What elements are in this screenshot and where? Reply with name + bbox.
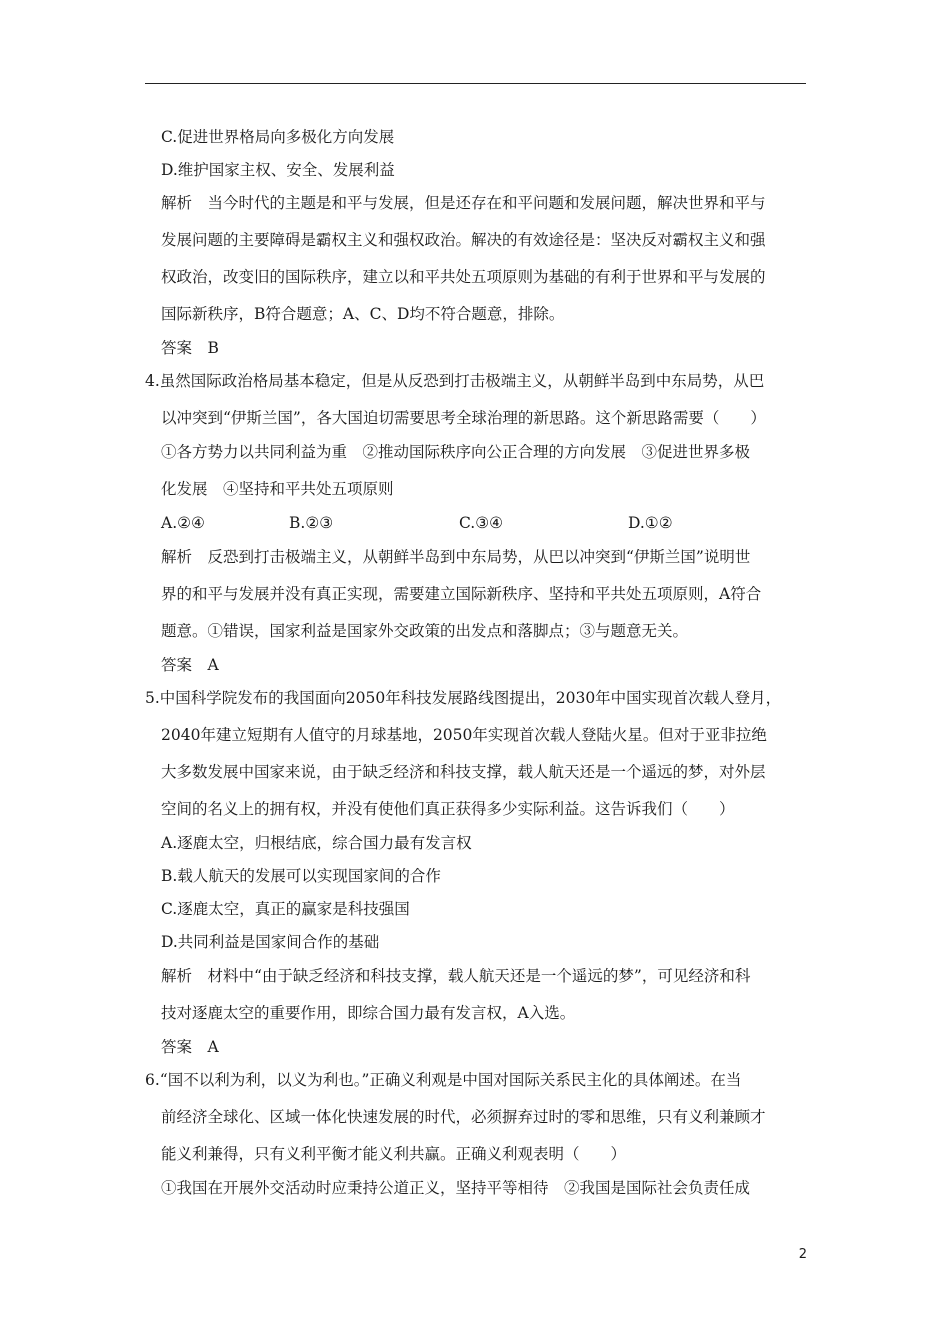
question-5: 大多数发展中国家来说，由于缺乏经济和科技支撑，载人航天还是一个遥远的梦，对外层	[161, 763, 766, 781]
analysis-text: 国际新秩序，B符合题意；A、C、D均不符合题意，排除。	[161, 305, 565, 323]
analysis-text: 权政治，改变旧的国际秩序，建立以和平共处五项原则为基础的有利于世界和平与发展的	[161, 268, 766, 286]
analysis-text: 解析 当今时代的主题是和平与发展，但是还存在和平问题和发展问题，解决世界和平与	[161, 194, 766, 212]
question-5: 2040年建立短期有人值守的月球基地，2050年实现首次载人登陆火星。但对于亚非拉绝	[161, 726, 767, 744]
question-5: 5.中国科学院发布的我国面向2050年科技发展路线图提出，2030年中国实现首次载人登月，	[145, 689, 782, 707]
option-d: D.共同利益是国家间合作的基础	[161, 933, 380, 951]
analysis-text: 解析 材料中“由于缺乏经济和科技支撑，载人航天还是一个遥远的梦”，可见经济和科	[161, 967, 751, 985]
answer: 答案 B	[161, 339, 219, 357]
option-c: C.促进世界格局向多极化方向发展	[161, 128, 395, 146]
question-4: 以冲突到“伊斯兰国”，各大国迫切需要思考全球治理的新思路。这个新思路需要（ ）	[161, 409, 766, 427]
option-b: B.②③	[289, 514, 334, 532]
analysis-text: 解析 反恐到打击极端主义，从朝鲜半岛到中东局势，从巴以冲突到“伊斯兰国”说明世	[161, 548, 751, 566]
header-rule	[145, 83, 806, 84]
question-5: 空间的名义上的拥有权，并没有使他们真正获得多少实际利益。这告诉我们（ ）	[161, 800, 735, 818]
answer: 答案 A	[161, 1038, 219, 1056]
statements: ①各方势力以共同利益为重 ②推动国际秩序向公正合理的方向发展 ③促进世界多极	[161, 443, 751, 461]
question-4: 4.虽然国际政治格局基本稳定，但是从反恐到打击极端主义，从朝鲜半岛到中东局势，从巴	[145, 372, 765, 390]
option-a: A.逐鹿太空，归根结底，综合国力最有发言权	[161, 834, 472, 852]
analysis-text: 题意。①错误，国家利益是国家外交政策的出发点和落脚点；③与题意无关。	[161, 622, 689, 640]
question-6: 前经济全球化、区域一体化快速发展的时代，必须摒弃过时的零和思维，只有义利兼顾才	[161, 1108, 766, 1126]
analysis-text: 界的和平与发展并没有真正实现，需要建立国际新秩序、坚持和平共处五项原则，A符合	[161, 585, 762, 603]
question-6: 能义利兼得，只有义利平衡才能义利共赢。正确义利观表明（ ）	[161, 1145, 627, 1163]
statements: ①我国在开展外交活动时应秉持公道正义，坚持平等相待 ②我国是国际社会负责任成	[161, 1179, 751, 1197]
option-c: C.逐鹿太空，真正的赢家是科技强国	[161, 900, 410, 918]
option-c: C.③④	[459, 514, 504, 532]
page-number: 2	[798, 1247, 807, 1262]
answer: 答案 A	[161, 656, 219, 674]
option-d: D.①②	[628, 514, 673, 532]
analysis-text: 发展问题的主要障碍是霸权主义和强权政治。解决的有效途径是：坚决反对霸权主义和强	[161, 231, 766, 249]
option-d: D.维护国家主权、安全、发展利益	[161, 161, 395, 179]
statements: 化发展 ④坚持和平共处五项原则	[161, 480, 394, 498]
option-b: B.载人航天的发展可以实现国家间的合作	[161, 867, 441, 885]
question-6: 6.“国不以利为利，以义为利也。”正确义利观是中国对国际关系民主化的具体阐述。在当	[145, 1071, 742, 1089]
analysis-text: 技对逐鹿太空的重要作用，即综合国力最有发言权，A入选。	[161, 1004, 576, 1022]
option-a: A.②④	[161, 514, 205, 532]
